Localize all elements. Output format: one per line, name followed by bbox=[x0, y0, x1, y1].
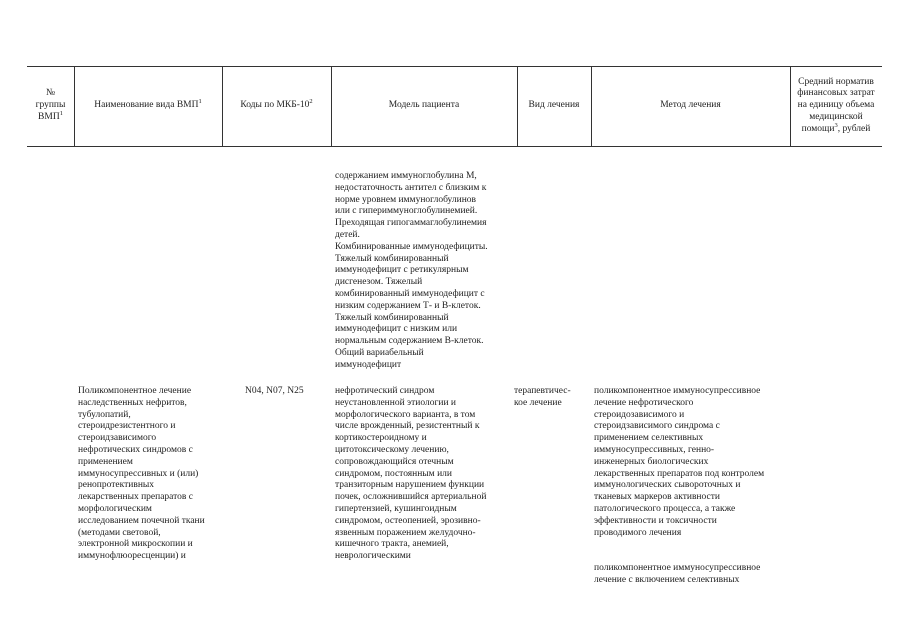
header-group-number-abbr: ВМП bbox=[38, 111, 60, 122]
header-cost-norm-text: Средний норматив финансовых затрат на единицу объема медицинской помощи bbox=[797, 76, 875, 134]
treatment-method-cell: поликомпонентное иммуносупрессивное лечение нефротического стероидозависимого и стероидзависимого синдрома с применением селективных иммуносупрессивных, генно- инженерных биологических лекарственных препаратов под контролем иммунологических сывороточных и тканевых маркеров активности патологического процесса, а также эффективности и токсичности проводимого лечения bbox=[594, 386, 765, 538]
treatment-method-cell-2: поликомпонентное иммуносупрессивное лечение с включением селективных bbox=[594, 563, 761, 585]
header-bottom-border bbox=[27, 146, 882, 147]
icd-codes-cell: N04, N07, N25 bbox=[245, 386, 304, 396]
header-icd-codes bbox=[222, 66, 331, 146]
header-cost-norm bbox=[790, 66, 882, 146]
header-treatment-type-text: Вид лечения bbox=[528, 100, 580, 111]
treatment-type-cell: терапевтичес- кое лечение bbox=[514, 386, 571, 408]
header-cost-norm-unit: , рублей bbox=[837, 123, 871, 134]
footnote-ref: 1 bbox=[198, 97, 202, 105]
patient-model-cell: нефротический синдром неустановленной этиологии и морфологического варианта, в том числе врожденный, резистентный к кортикостероидному и цитотоксическому лечению, сопровождающийся отечным синдромом, постоянным или транзиторным нарушением функции почек, осложнившийся артериальной гипертензией, кушингоидным синдромом, остеопенией, эрозивно- язвенным поражением желудочно- кишечного тракта, анемией, неврологическими bbox=[335, 386, 487, 562]
footnote-ref: 3 bbox=[834, 121, 838, 129]
header-patient-model-text: Модель пациента bbox=[388, 100, 460, 111]
header-group-number bbox=[27, 66, 74, 146]
header-group-number-line1: № bbox=[45, 88, 56, 99]
header-group-number-line2: группы bbox=[35, 100, 66, 111]
header-treatment-method bbox=[591, 66, 790, 146]
header-patient-model bbox=[331, 66, 517, 146]
header-icd-codes-text: Коды по МКБ-10 bbox=[240, 100, 310, 111]
patient-model-continuation: содержанием иммуноглобулина М, недостаточность антител с близким к норме уровнем иммуноглобулинов или с гипериммуноглобулинемией. Преходящая гипогаммаглобулинемия детей. Комбинированные иммунодефициты. Тяжелый комбинированный иммунодефицит с ретикулярным дисгенезом. Тяжелый комбинированный иммунодефицит с низким содержанием Т- и В-клеток. Тяжелый комбинированный иммунодефицит с низким или нормальным содержанием В-клеток. Общий вариабельный иммунодефицит bbox=[335, 171, 488, 370]
header-group-number-line3 bbox=[36, 109, 66, 124]
footnote-ref: 2 bbox=[309, 97, 313, 105]
header-treatment-type bbox=[517, 66, 591, 146]
header-treatment-method-text: Метод лечения bbox=[660, 100, 721, 111]
header-vmp-name bbox=[74, 66, 222, 146]
footnote-ref: 1 bbox=[59, 109, 63, 117]
header-vmp-name-text: Наименование вида ВМП bbox=[94, 100, 199, 111]
vmp-name-cell: Поликомпонентное лечение наследственных нефритов, тубулопатий, стероидрезистентного и стероидзависимого нефротических синдромов с применением иммуносупрессивных и (или) ренопротективных лекарственных препаратов с морфологическим исследованием почечной ткани (методами световой, электронной микроскопии и иммунофлюоресценции) и bbox=[78, 386, 205, 562]
